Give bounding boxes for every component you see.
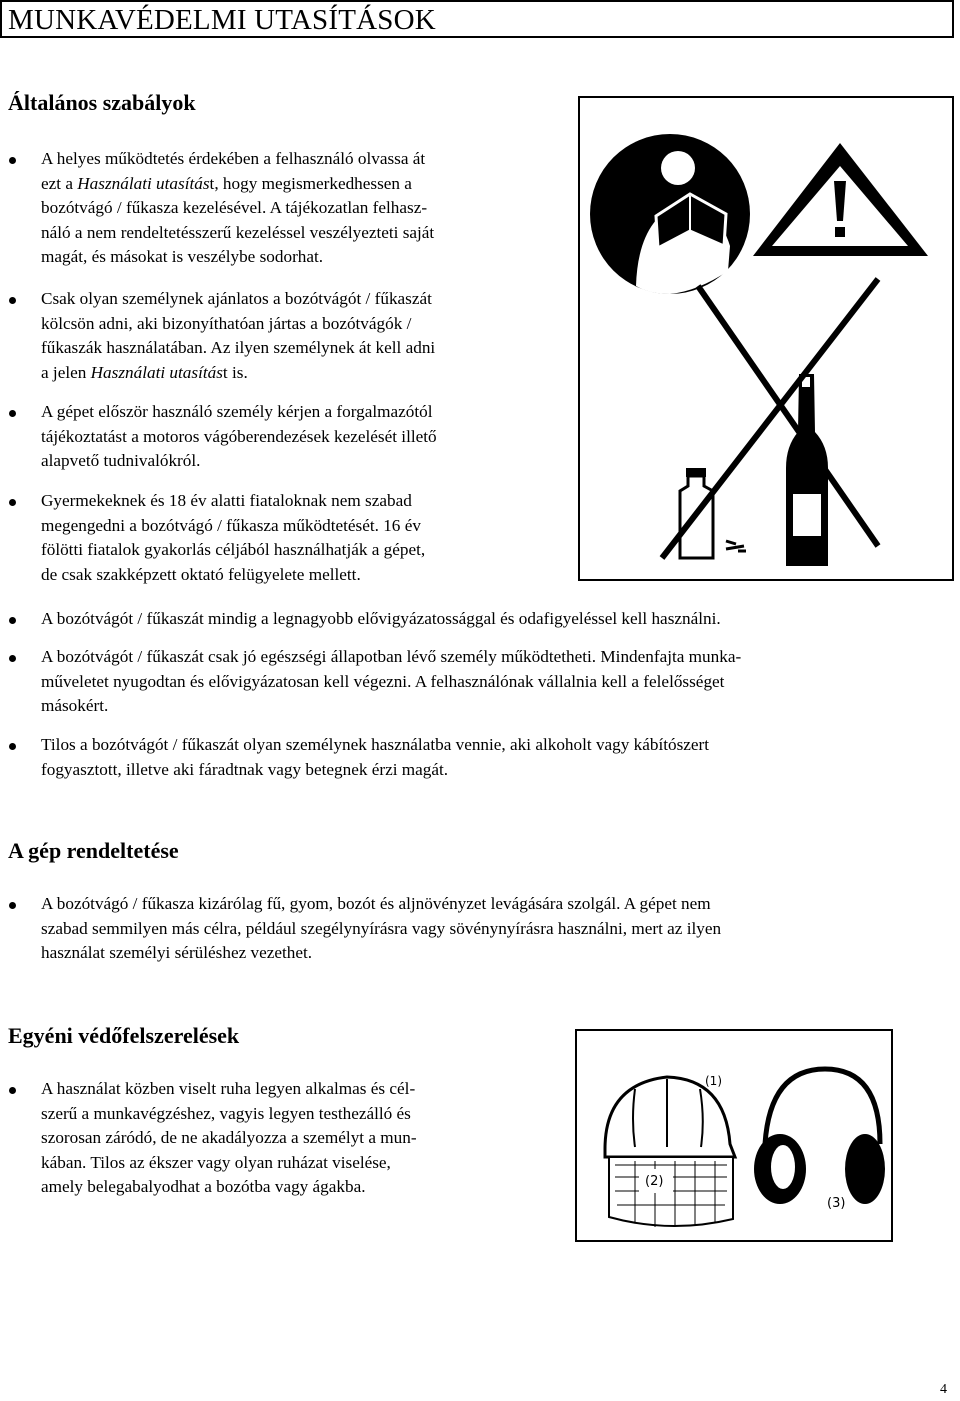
ear-protection-icon [754,1069,885,1204]
figure-label-1: (1) [705,1074,722,1088]
no-alcohol-icon [662,279,878,566]
paragraph-health [41,645,741,719]
paragraph-alcohol [41,733,709,782]
text-line: tájékoztatást a motoros vágóberendezések kezelését illető [41,426,437,446]
text-line: Csak olyan személynek ajánlatos a bozótvágót / fűkaszát [41,289,432,308]
bullet [9,902,16,909]
text-line: A használat közben viselt ruha legyen alkalmas és cél- [41,1079,416,1098]
bullet [9,743,16,750]
text-line: szorosan záródó, de ne akadályozza a személyt a mun- [41,1128,417,1148]
paragraph-care [41,607,721,632]
text-line: fogyasztott, illetve aki fáradtnak vagy betegnek érzi magát. [41,759,449,779]
text-line: kölcsön adni, aki bizonyíthatóan jártas a bozótvágók / [41,313,412,333]
text-line: szabad semmilyen más célra, például szegélynyírásra vagy sövénynyírásra használni, mert az ilyen [41,918,722,938]
section-heading-intended-use: A gép rendeltetése [8,838,179,863]
text-line: magát, és másokat is veszélybe sodorhat. [41,247,324,267]
text-line: A bozótvágót / fűkaszát mindig a legnagyobb elővigyázatossággal és odafigyeléssel kell használni. [41,609,721,628]
text-line: műveletet nyugodtan és elővigyázatosan kell végezni. A felhasználónak vállalnia kell a felelősséget [41,671,725,691]
section-heading-protective-equipment: Egyéni védőfelszerelések [8,1023,240,1048]
figure-label-2: (2) [645,1174,664,1189]
text-line: amely belegabalyodhat a bozótba vagy ágakba. [41,1177,366,1197]
text-line: kában. Tilos az ékszer vagy olyan ruházat viselése, [41,1152,391,1172]
paragraph-children [41,489,425,587]
bullet [9,1087,16,1094]
text-line: fűkaszák használatában. Az ilyen személynek át kell adni [41,338,436,358]
paragraph-first-use [41,400,437,474]
text-line: A bozótvágót / fűkaszát csak jó egészségi állapotban lévő személy működtetheti. Mindenfajta munka- [41,647,742,666]
text-line: A gépet először használó személy kérjen a forgalmazótól [41,402,433,421]
text-line: fölötti fiatalok gyakorlás céljából használhatják a gépet, [41,540,426,560]
bullet [9,655,16,662]
protective-helmet-icon [605,1077,735,1227]
text-line: a jelen Használati utasítást is. [41,362,248,382]
section-heading-general-rules: Általános szabályok [8,90,196,115]
paragraph-clothing [41,1077,417,1200]
text-line: Tilos a bozótvágót / fűkaszát olyan személynek használatba vennie, aki alkoholt vagy kábítószert [41,735,710,754]
paragraph-intended-use [41,892,721,966]
page-title-box [0,0,954,38]
text-line: de csak szakképzett oktató felügyelete mellett. [41,564,361,584]
bullet [9,617,16,624]
figure-label-3: (3) [827,1196,846,1211]
text-line: Gyermekeknek és 18 év alatti fiataloknak nem szabad [41,491,412,510]
text-line: használat személyi sérüléshez vezethet. [41,943,313,963]
bullet [9,499,16,506]
text-line: A helyes működtetés érdekében a felhasználó olvassa át [41,149,426,168]
text-line: másokért. [41,696,109,716]
paragraph-lending [41,287,435,385]
protective-equipment-figure [575,1029,893,1242]
text-line: alapvető tudnivalókról. [41,451,201,471]
text-line: szerű a munkavégzéshez, vagyis legyen testhezálló és [41,1103,411,1123]
page-number: 4 [940,1382,947,1397]
warning-triangle-icon [753,143,928,256]
page-title: MUNKAVÉDELMI UTASÍTÁSOK [8,4,436,36]
bullet [9,297,16,304]
text-line: ezt a Használati utasítást, hogy megismerkedhessen a [41,173,412,193]
safety-symbols-figure [578,96,954,581]
text-line: náló a nem rendeltetésszerű kezeléssel veszélyezteti saját [41,222,435,242]
bullet [9,157,16,164]
text-line: bozótvágó / fűkasza kezelésével. A tájékozatlan felhasz- [41,198,428,218]
paragraph-read-manual [41,147,434,270]
text-line: megengedni a bozótvágó / fűkasza működtetését. 16 év [41,515,421,535]
read-manual-icon [590,134,750,294]
text-line: A bozótvágó / fűkasza kizárólag fű, gyom, bozót és aljnövényzet levágására szolgál. A gépet nem [41,894,711,913]
bullet [9,410,16,417]
